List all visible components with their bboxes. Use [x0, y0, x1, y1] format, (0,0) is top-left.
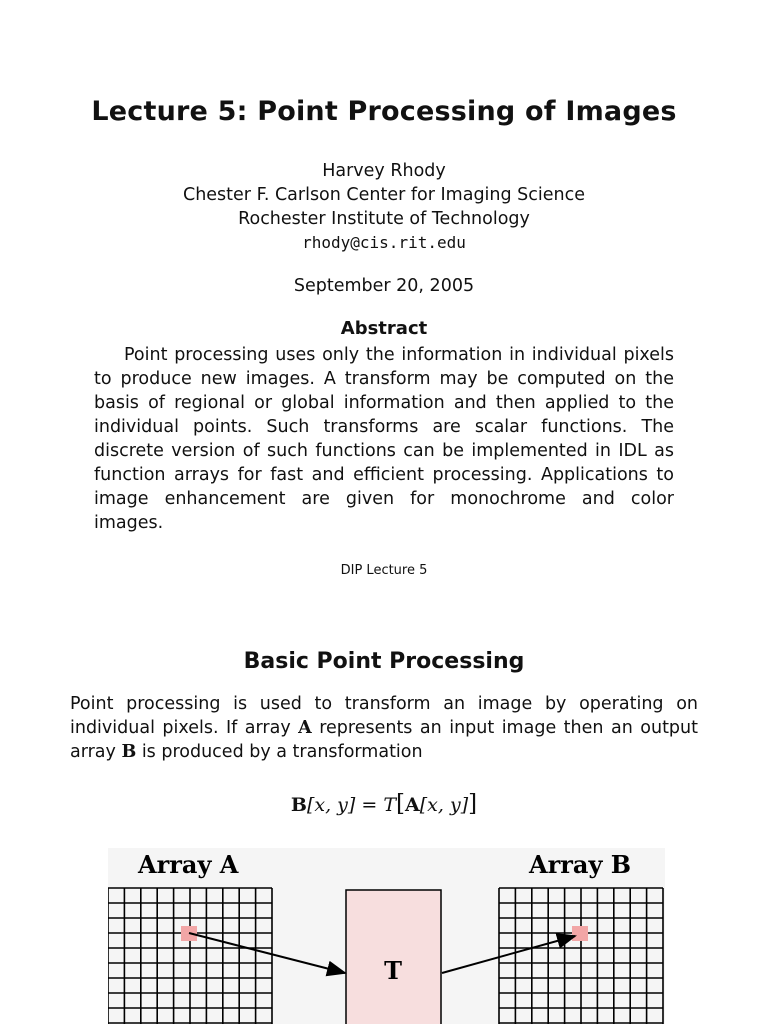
transform-equation: [0, 791, 768, 817]
author-name: Harvey Rhody: [322, 161, 446, 181]
array-a-symbol: A: [298, 718, 312, 738]
figure-label-array-a: Array A: [138, 850, 239, 879]
array-b-grid: [499, 888, 663, 1024]
abstract-heading: Abstract: [340, 318, 428, 339]
equation-close-bracket: ]: [468, 791, 478, 817]
abstract-body: Point processing uses only the information in individual pixels to produce new images. A transform may be computed on the basis of regional or global information and then applied to the individual points. Such transforms are scalar functions. The discrete version of such functions can be implemented in IDL as function arrays for fast and efficient processing. Applications to image enhancement are given for monochrome and color images.: [94, 345, 674, 533]
equation-lhs-index: [x, y]: [306, 794, 356, 816]
author-affiliation-2: Rochester Institute of Technology: [238, 209, 530, 229]
array-b-symbol: B: [121, 742, 137, 762]
equation-rhs-index: [x, y]: [419, 794, 469, 816]
page-footer: DIP Lecture 5: [340, 563, 428, 578]
figure-label-array-b: Array B: [529, 850, 632, 879]
publication-date: September 20, 2005: [293, 276, 475, 296]
figure-diagram: [108, 848, 665, 1024]
section-body: [70, 692, 698, 764]
page-title: Lecture 5: Point Processing of Images: [91, 96, 677, 127]
array-b-highlight-pixel: [572, 926, 588, 941]
transform-box-label: T: [384, 956, 402, 985]
section-body-text-3: is produced by a transformation: [136, 742, 423, 762]
author-affiliation-1: Chester F. Carlson Center for Imaging Science: [182, 185, 586, 205]
section-body-text-2: represents an input image then an output array: [70, 718, 698, 762]
section-heading: Basic Point Processing: [243, 649, 525, 674]
equation-transform: T: [383, 794, 397, 816]
equation-lhs-array: B: [290, 794, 307, 816]
point-processing-figure: [108, 848, 665, 1024]
arrow-transform-to-b: [442, 936, 575, 973]
equation-open-bracket: [: [396, 791, 405, 817]
section-body-text-1: Point processing is used to transform an image by operating on individual pixels. If array: [70, 694, 698, 738]
arrow-a-to-transform: [189, 933, 345, 973]
equation-rhs-array: A: [405, 794, 420, 816]
author-email: rhody@cis.rit.edu: [302, 233, 466, 252]
equation-equals: =: [361, 794, 378, 816]
array-a-grid: [108, 888, 272, 1024]
